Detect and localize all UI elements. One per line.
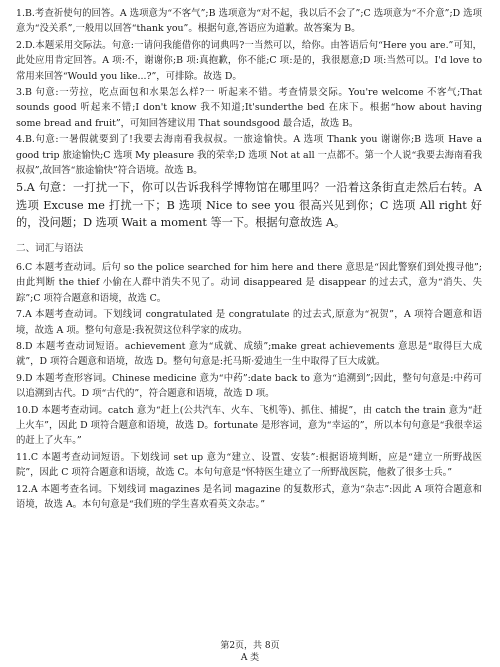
answer-paragraph-11: 11.C 本题考查动词短语。下划线词 set up 意为“建立、设置、安装”:根据语境判断，应是“建立一所野战医院”，因此 C 项符合题意和语境，故选 C。本句句意是“怀特医生建立了一所野战医院，他救了很多士兵。” xyxy=(16,451,482,479)
answer-paragraph-2: 2.D.本题采用交际法。句意:一请问我能借你的词典吗?一当然可以，给你。由答语后句“Here you are.”可知，此处应用肯定回答。A 项:不，谢谢你;B 项:真抱歉，你不能;C 项:是的，我很愿意;D 项:当然可以。I'd love to 常用来回答“Would you like...?”，可排除。故选 D。 xyxy=(16,39,482,82)
section-title: 二、词汇与语法 xyxy=(16,242,84,254)
answer-paragraph-9: 9.D 本题考查形容词。Chinese medicine 意为“中药”:date back to 意为“追溯到”;因此，整句句意是:中药可以追溯到古代。D 项“古代的”，符合题意和语境，故选 D 项。 xyxy=(16,372,482,400)
answer-paragraph-6: 6.C 本题考查动词。后句 so the police searched for him here and there 意思是“因此警察们到处搜寻他”;由此判断 the thief 小偷在人群中消失不见了。动词 disappeared 是 disappear 的过去式，意为“消失、失踪”;C 项符合题意和语境，故选 C。 xyxy=(16,261,482,304)
answer-paragraph-12: 12.A 本题考查名词。下划线词 magazines 是名词 magazine 的复数形式，意为“杂志”:因此 A 项符合题意和语境，故选 A。本句句意是“我们班的学生喜欢看英文杂志。” xyxy=(16,483,482,511)
answer-paragraph-10: 10.D 本题考查动词。catch 意为“赶上(公共汽车、火车、飞机等)、抓住、捕捉”，由 catch the train 意为“赶上火车”，因此 D 项符合题意和语境，故选 D。fortunate 是形容词，意为“幸运的”，所以本句句意是“我很幸运的赶上了火车。” xyxy=(16,404,482,447)
answer-paragraph-1: 1.B.考查祈使句的回答。A 选项意为“不客气”;B 选项意为“对不起，我以后不会了”;C 选项意为“不介意”;D 选项意为“没关系”,一般用以回答“thank you”。根据句意,答语应为道歉。故答案为 B。 xyxy=(16,8,482,35)
answer-paragraph-4: 4.B.句意:一暑假就要到了!我要去海南看我叔叔。一旅途愉快。A 选项 Thank you 谢谢你;B 选项 Have a good trip 旅途愉快;C 选项 My pleasure 我的荣幸;D 选项 Not at all 一点都不。第一个人说“我要去海南看我叔叔”,故回答“旅途愉快”符合语境。故选 B。 xyxy=(16,134,482,177)
answer-paragraph-7: 7.A 本题考查动词。下划线词 congratulated 是 congratulate 的过去式,原意为“祝贺”，A 项符合题意和语境，故选 A 项。整句句意是:我祝贺这位科学家的成功。 xyxy=(16,309,482,336)
answer-paragraph-3: 3.B 句意:一劳拉，吃点面包和水果怎么样?一 听起来不错。考查情景交际。You're welcome 不客气;That sounds good 听起来不错;I don't know 我不知道;It'sunderthe bed 在床下。根据“how about having some bread and fruit”，可知回答建议用 That soundsgood 最合适，故选 B。 xyxy=(16,87,482,129)
answer-paragraph-8: 8.D 本题考查动词短语。achievement 意为“成就、成绩”;make great achievements 意思是“取得巨大成就”，D 项符合题意和语境，故选 D。整句句意是:托马斯·爱迪生一生中取得了巨大成就。 xyxy=(16,341,482,368)
page-number: 第2页，共 8页 xyxy=(220,641,280,651)
answer-paragraph-5: 5.A 句意：一打扰一下，你可以告诉我科学博物馆在哪里吗？一沿着这条街直走然后右转。A 选项 Excuse me 打扰一下；B 选项 Nice to see you 很高兴见到你；C 选项 All right 好的，没问题；D 选项 Wait a moment 等一下。根据句意故选 A。 xyxy=(16,181,482,230)
paper-category: A 类 xyxy=(240,653,260,663)
